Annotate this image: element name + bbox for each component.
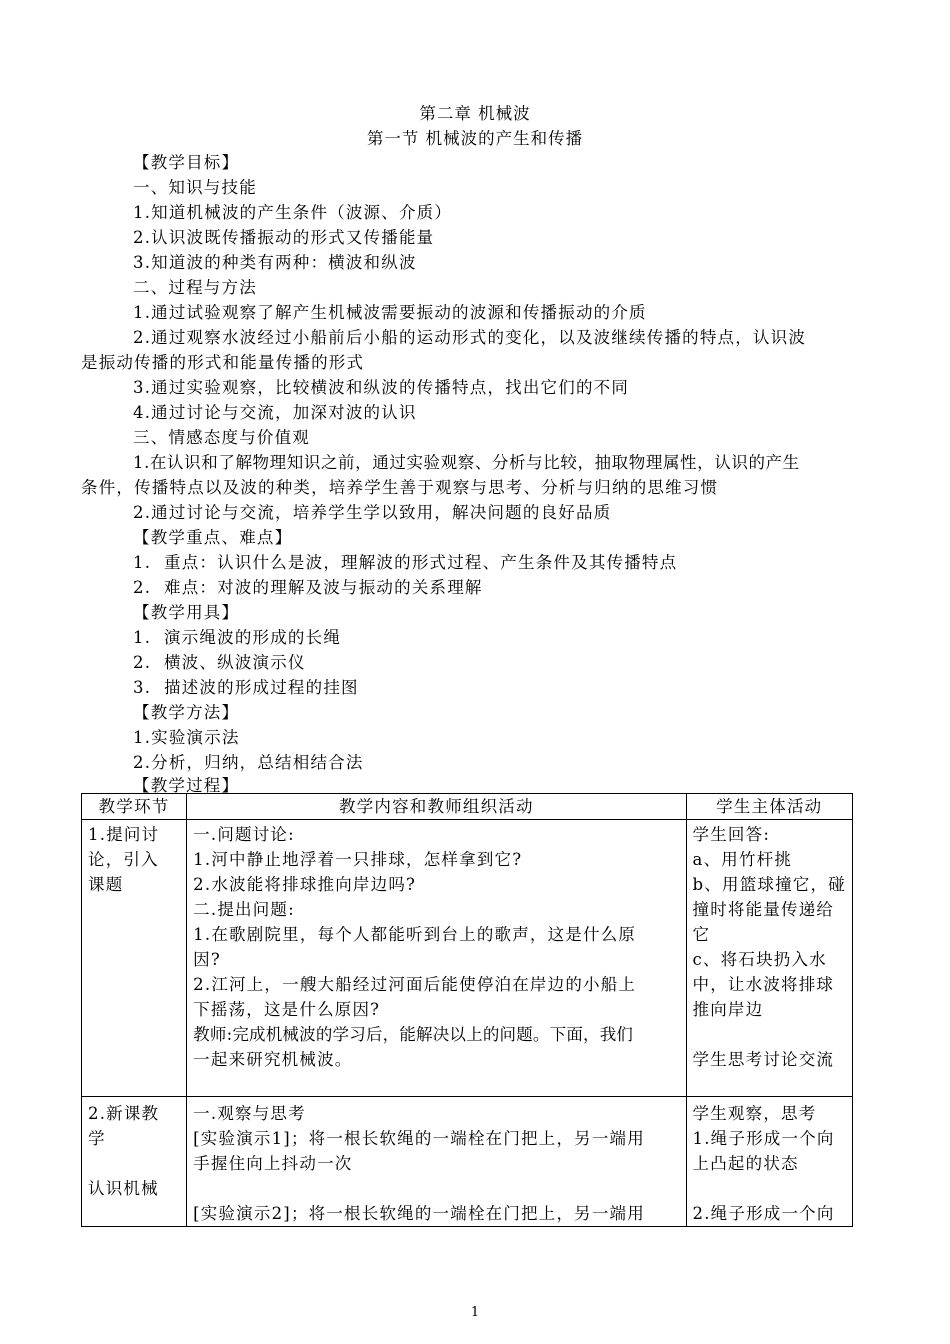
content-text: 一起来研究机械波。 <box>193 1050 353 1069</box>
stage-text: 论，引入 <box>88 850 159 869</box>
page-number: 1 <box>470 1305 480 1320</box>
student-text: 撞时将能量传递给 <box>692 900 835 919</box>
student-text: 推向岸边 <box>692 1000 764 1019</box>
table-row <box>82 820 853 1097</box>
content-text: 2.江河上，一艘大船经过河面后能使停泊在岸边的小船上 <box>193 975 637 994</box>
table-header-row <box>82 794 853 820</box>
stage-text: 认识机械 <box>88 1179 159 1198</box>
section-title: 第一节 机械波的产生和传播 <box>366 129 584 148</box>
table-row <box>82 1097 853 1227</box>
subheading-process: 二、过程与方法 <box>133 278 257 297</box>
content-text: 手握住向上抖动一次 <box>193 1154 353 1173</box>
content-text: 2.水波能将排球推向岸边吗? <box>193 875 417 894</box>
heading-key-points: 【教学重点、难点】 <box>133 528 293 547</box>
content-text: 1.在歌剧院里，每个人都能听到台上的歌声，这是什么原 <box>193 925 637 944</box>
student-cell <box>686 820 852 1097</box>
stage-text: 2.新课教 <box>88 1104 160 1123</box>
student-text: a、用竹杆挑 <box>692 850 793 869</box>
student-text <box>693 1176 846 1201</box>
text-line: 3.知道波的种类有两种：横波和纵波 <box>133 253 417 272</box>
stage-text: 1.提问讨 <box>88 825 160 844</box>
content-text: 因? <box>193 950 221 969</box>
student-text: 它 <box>692 925 711 944</box>
text-line: 1.在认识和了解物理知识之前，通过实验观察、分析与比较，抽取物理属性，认识的产生 <box>133 453 800 472</box>
heading-methods: 【教学方法】 <box>133 703 240 722</box>
text-line: 2.分析，归纳，总结相结合法 <box>133 753 364 772</box>
header-stage: 教学环节 <box>82 794 187 820</box>
student-text: 1.绳子形成一个向 <box>692 1129 835 1148</box>
student-text: 中，让水波将排球 <box>692 975 835 994</box>
content-text <box>193 1176 679 1201</box>
subheading-attitude: 三、情感态度与价值观 <box>133 428 310 447</box>
content-text: 下摇荡，这是什么原因? <box>193 1000 381 1019</box>
text-line: 2.通过讨论与交流，培养学生学以致用，解决问题的良好品质 <box>133 503 612 522</box>
chapter-title: 第二章 机械波 <box>419 104 531 123</box>
text-line: 3. 描述波的形成过程的挂图 <box>133 678 359 697</box>
student-text: 学生回答: <box>692 825 771 844</box>
content-text: 教师:完成机械波的学习后，能解决以上的问题。下面，我们 <box>193 1025 634 1044</box>
text-line: 1.通过试验观察了解产生机械波需要振动的波源和传播振动的介质 <box>133 303 647 322</box>
text-line: 2.通过观察水波经过小船前后小船的运动形式的变化，以及波继续传播的特点，认识波 <box>133 328 807 347</box>
text-line: 1. 演示绳波的形成的长绳 <box>133 628 342 647</box>
text-line: 2. 难点：对波的理解及波与振动的关系理解 <box>133 578 483 597</box>
stage-cell <box>82 1097 187 1227</box>
text-line: 是振动传播的形式和能量传播的形式 <box>81 353 365 372</box>
text-line: 4.通过讨论与交流，加深对波的认识 <box>133 403 417 422</box>
content-text: [实验演示1]；将一根长软绳的一端栓在门把上，另一端用 <box>193 1129 645 1148</box>
header-content: 教学内容和教师组织活动 <box>187 794 686 820</box>
text-line: 2. 横波、纵波演示仪 <box>133 653 306 672</box>
student-text: 上凸起的状态 <box>692 1154 799 1173</box>
student-cell <box>686 1097 852 1227</box>
heading-objectives: 【教学目标】 <box>133 153 240 172</box>
text-line: 条件，传播特点以及波的种类，培养学生善于观察与思考、分析与归纳的思维习惯 <box>81 478 719 497</box>
teaching-process-table <box>81 793 853 1227</box>
student-text: 学生思考讨论交流 <box>692 1050 835 1069</box>
student-text: 2.绳子形成一个向 <box>692 1204 835 1223</box>
text-line: 1.实验演示法 <box>133 728 240 747</box>
content-text: 二.提出问题: <box>193 900 295 919</box>
heading-tools: 【教学用具】 <box>133 603 240 622</box>
text-line: 1. 重点：认识什么是波，理解波的形式过程、产生条件及其传播特点 <box>133 553 678 572</box>
student-text <box>693 1022 846 1047</box>
stage-text: 课题 <box>88 875 124 894</box>
header-student: 学生主体活动 <box>686 794 852 820</box>
stage-text: 学 <box>88 1129 106 1148</box>
content-text: 一.问题讨论: <box>193 825 295 844</box>
heading-teaching-process: 【教学过程】 <box>133 776 240 795</box>
stage-cell <box>82 820 187 1097</box>
content-text: 1.河中静止地浮着一只排球，怎样拿到它? <box>193 850 523 869</box>
text-line: 2.认识波既传播振动的形式又传播能量 <box>133 228 435 247</box>
content-cell <box>187 1097 686 1227</box>
content-text: 一.观察与思考 <box>193 1104 306 1123</box>
content-text: [实验演示2]；将一根长软绳的一端栓在门把上，另一端用 <box>193 1204 645 1223</box>
subheading-knowledge: 一、知识与技能 <box>133 178 257 197</box>
student-text: c、将石块扔入水 <box>692 950 827 969</box>
student-text: b、用篮球撞它，碰 <box>692 875 846 894</box>
content-cell <box>187 820 686 1097</box>
stage-text <box>88 1151 180 1176</box>
student-text: 学生观察，思考 <box>692 1104 817 1123</box>
text-line: 1.知道机械波的产生条件（波源、介质） <box>133 203 453 222</box>
text-line: 3.通过实验观察，比较横波和纵波的传播特点，找出它们的不同 <box>133 378 630 397</box>
